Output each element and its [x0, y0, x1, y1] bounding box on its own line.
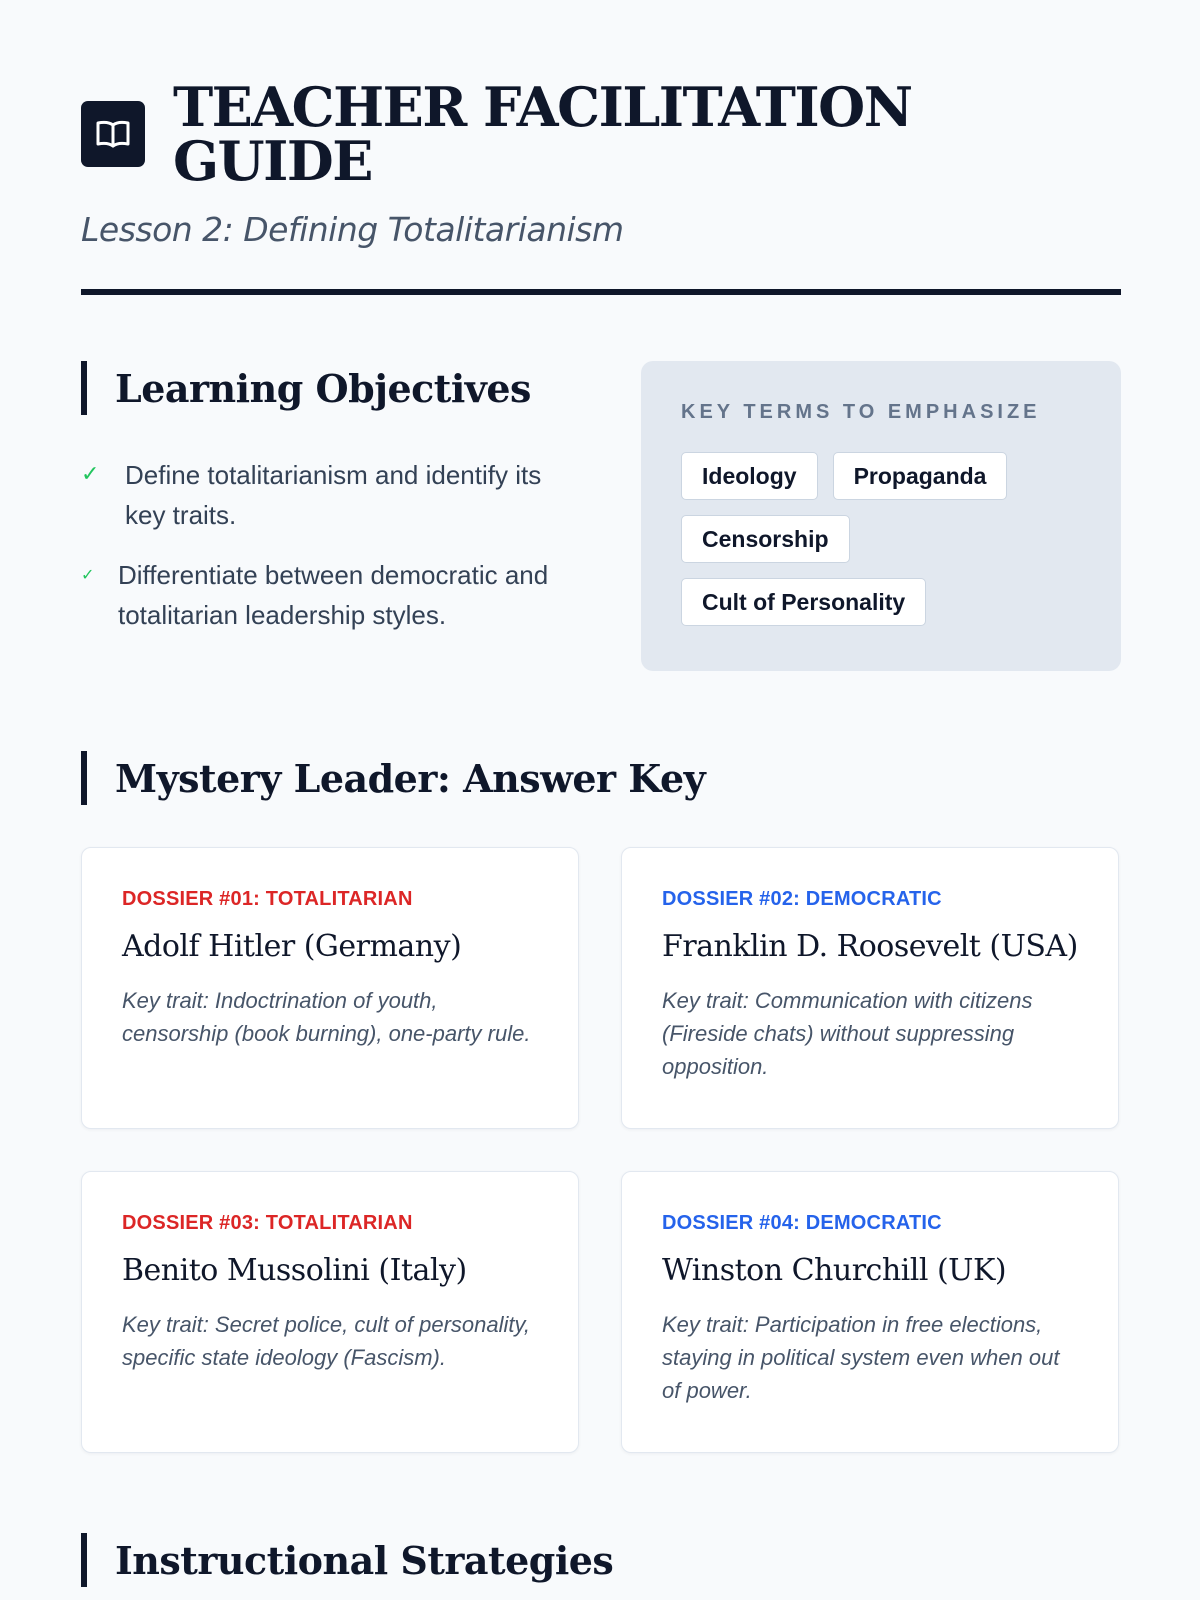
key-trait: Key trait: Participation in free elections, staying in political system even when out of power. [662, 1312, 1060, 1403]
check-icon: ✓ [81, 461, 100, 486]
key-trait: Key trait: Communication with citizens (Fireside chats) without suppressing opposition. [662, 988, 1033, 1079]
lesson-subtitle: Lesson 2: Defining Totalitarianism [81, 210, 624, 249]
term-tag-ideology: Ideology [681, 452, 818, 500]
open-book-icon [81, 101, 145, 167]
strategies-title: Instructional Strategies [115, 1537, 614, 1583]
heading-accent-bar [81, 361, 87, 415]
term-tag-cult-of-personality: Cult of Personality [681, 578, 926, 626]
objective-text: Differentiate between democratic and totalitarian leadership styles. [118, 560, 549, 630]
dossier-card [621, 847, 1119, 1129]
dossier-label: DOSSIER #01: TOTALITARIAN [122, 888, 413, 910]
heading-accent-bar [81, 751, 87, 805]
term-tag-propaganda: Propaganda [833, 452, 1008, 500]
key-trait: Key trait: Indoctrination of youth, censorship (book burning), one-party rule. [122, 988, 531, 1046]
learning-objectives [81, 361, 561, 671]
key-trait: Key trait: Secret police, cult of personality, specific state ideology (Fascism). [122, 1312, 530, 1370]
leader-name: Adolf Hitler (Germany) [122, 929, 462, 964]
objectives-heading [81, 361, 561, 415]
strategies-heading [81, 1533, 1098, 1587]
key-terms-tags [681, 452, 1041, 626]
dossier-label: DOSSIER #02: DEMOCRATIC [662, 888, 942, 910]
leader-name: Benito Mussolini (Italy) [122, 1253, 467, 1288]
dossier-label: DOSSIER #04: DEMOCRATIC [662, 1212, 942, 1234]
dossier-label: DOSSIER #03: TOTALITARIAN [122, 1212, 413, 1234]
answer-key-title: Mystery Leader: Answer Key [115, 755, 706, 801]
answer-key-heading [81, 751, 1098, 805]
objective-item [81, 555, 561, 635]
answer-key-section [81, 751, 1098, 1453]
objective-item [81, 455, 561, 535]
heading-accent-bar [81, 1533, 87, 1587]
dossier-card [81, 1171, 579, 1453]
objectives-list [81, 455, 561, 635]
dossier-card [621, 1171, 1119, 1453]
dossier-grid [81, 847, 1098, 1453]
dossier-card [81, 847, 579, 1129]
term-tag-censorship: Censorship [681, 515, 850, 563]
leader-name: Winston Churchill (UK) [662, 1253, 1007, 1288]
objectives-row [81, 361, 1121, 671]
title-row [81, 75, 1098, 193]
check-icon: ✓ [81, 567, 95, 584]
objective-text: Define totalitarianism and identify its key traits. [125, 460, 542, 530]
key-terms-heading: KEY TERMS TO EMPHASIZE [681, 401, 1041, 423]
guide-header [81, 0, 1098, 295]
key-terms-panel [641, 361, 1121, 671]
instructional-strategies-section [81, 1533, 1098, 1600]
objectives-title: Learning Objectives [115, 365, 531, 411]
leader-name: Franklin D. Roosevelt (USA) [662, 929, 1078, 964]
header-divider [81, 289, 1121, 295]
page-title: TEACHER FACILITATION GUIDE [172, 75, 912, 193]
